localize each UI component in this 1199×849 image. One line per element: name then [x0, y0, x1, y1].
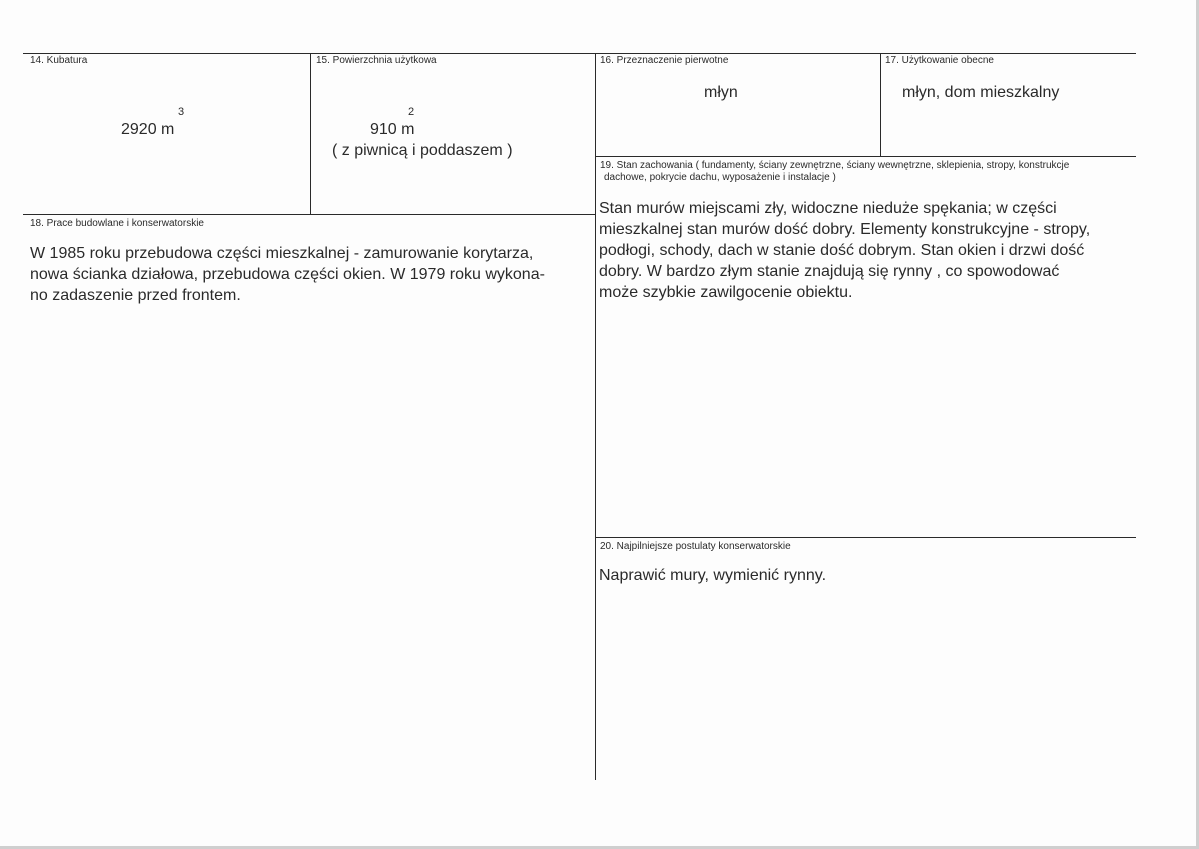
center-divider — [595, 53, 596, 780]
przeznaczenie-value: młyn — [704, 84, 738, 101]
prace-text — [30, 243, 590, 306]
stan-text — [599, 198, 1131, 303]
rule-above-19 — [595, 156, 1136, 157]
prace-label: 18. Prace budowlane i konserwatorskie — [30, 218, 204, 229]
uzytkowanie-value: młyn, dom mieszkalny — [902, 84, 1060, 101]
kubatura-unit-exponent: 3 — [178, 106, 185, 118]
powierzchnia-value: 910 m — [370, 121, 415, 138]
postulaty-value: Naprawić mury, wymienić rynny. — [599, 567, 827, 584]
prace-line: nowa ścianka działowa, przebudowa części okien. W 1979 roku wykona- — [30, 266, 545, 283]
rule-above-20 — [595, 537, 1136, 538]
stan-line: może szybkie zawilgocenie obiektu. — [599, 284, 853, 301]
kubatura-value: 2920 m — [121, 121, 175, 138]
kubatura-label: 14. Kubatura — [30, 55, 88, 66]
stan-label-line: 19. Stan zachowania ( fundamenty, ściany zewnętrzne, ściany wewnętrzne, sklepienia, stropy, konstrukcje — [600, 160, 1070, 171]
stan-line: Stan murów miejscami zły, widoczne nieduże spękania; w części — [599, 200, 1057, 217]
stan-label — [600, 160, 1069, 184]
top-rule — [23, 53, 1136, 54]
powierzchnia-note: ( z piwnicą i poddaszem ) — [332, 142, 513, 159]
przeznaczenie-label: 16. Przeznaczenie pierwotne — [600, 55, 729, 66]
stan-line: mieszkalnej stan murów dość dobry. Elementy konstrukcyjne - stropy, — [599, 221, 1091, 238]
powierzchnia-label: 15. Powierzchnia użytkowa — [316, 55, 437, 66]
divider-14-15 — [310, 53, 311, 214]
postulaty-label: 20. Najpilniejsze postulaty konserwatorskie — [600, 541, 791, 552]
powierzchnia-unit-exponent: 2 — [408, 106, 415, 118]
prace-line: no zadaszenie przed frontem. — [30, 287, 241, 304]
rule-above-18 — [23, 214, 596, 215]
prace-line: W 1985 roku przebudowa części mieszkalnej - zamurowanie korytarza, — [30, 245, 534, 262]
stan-line: podłogi, schody, dach w stanie dość dobrym. Stan okien i drzwi dość — [599, 242, 1085, 259]
divider-16-17 — [880, 53, 881, 156]
uzytkowanie-label: 17. Użytkowanie obecne — [885, 55, 994, 66]
stan-line: dobry. W bardzo złym stanie znajdują się rynny , co spowodować — [599, 263, 1060, 280]
stan-label-line: dachowe, pokrycie dachu, wyposażenie i instalacje ) — [604, 172, 836, 183]
